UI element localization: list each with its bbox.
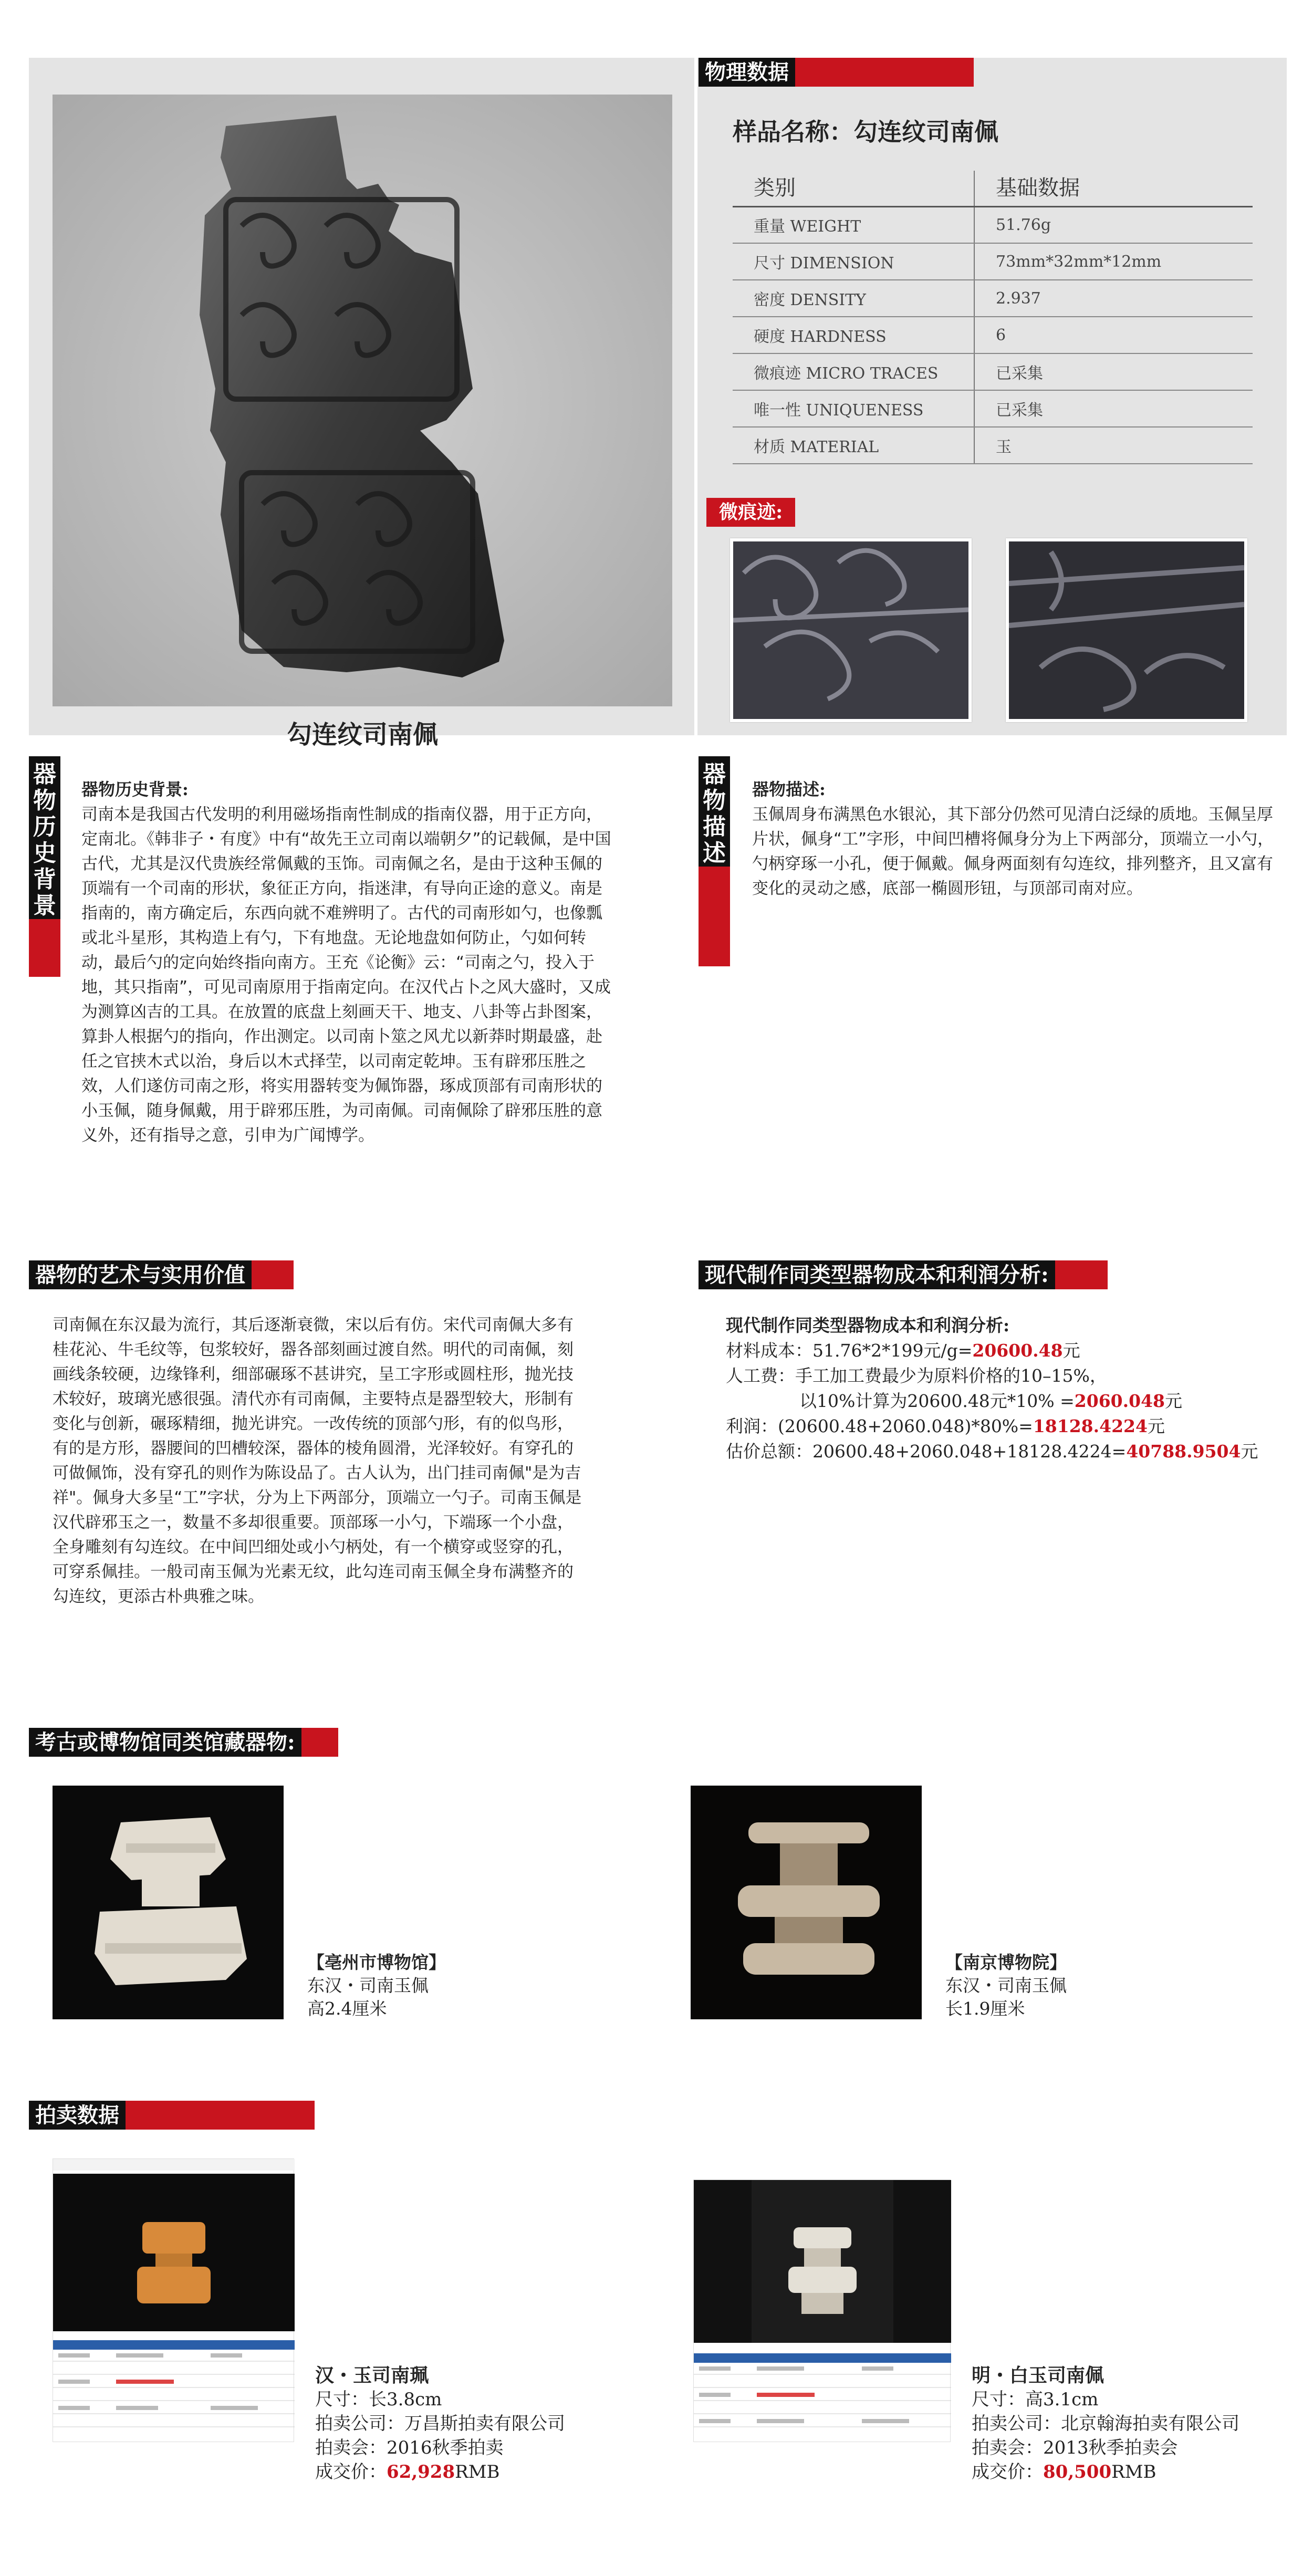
material-cost-value: 20600.48 bbox=[972, 1340, 1063, 1361]
row-label: 密度 DENSITY bbox=[733, 280, 974, 317]
cost-labor-calc-line: 以10%计算为20600.48元*10% =2060.048元 bbox=[799, 1391, 1183, 1411]
history-vertical-label: 器 物 历 史 背 景 bbox=[29, 756, 60, 919]
auction-item-title: 汉・玉司南珮 bbox=[315, 2364, 429, 2386]
table-row bbox=[733, 427, 1253, 464]
table-row bbox=[733, 243, 1253, 280]
description-subtitle: 器物描述: bbox=[752, 779, 826, 799]
micro-trace-photo-2 bbox=[1006, 538, 1247, 722]
auction-info-2 bbox=[972, 2363, 1239, 2484]
cost-profit-line: 利润：(20600.48+2060.048)*80%=18128.4224元 bbox=[726, 1416, 1165, 1436]
micro-traces-header bbox=[706, 498, 795, 527]
header-red-bar bbox=[1055, 1260, 1108, 1289]
cost-block bbox=[726, 1313, 1283, 1464]
labor-cost-value: 2060.048 bbox=[1074, 1391, 1165, 1411]
micro-traces-label: 微痕迹: bbox=[706, 498, 795, 527]
physical-data-header bbox=[699, 58, 974, 87]
cost-labor-line: 人工费：手工加工费最少为原料价格的10–15%， bbox=[726, 1365, 1107, 1386]
museum-photo-1 bbox=[53, 1786, 284, 2019]
auction-session: 拍卖会：2013秋季拍卖会 bbox=[972, 2437, 1178, 2458]
museum-caption-2 bbox=[945, 1951, 1067, 2020]
auction-item-size: 尺寸：高3.1cm bbox=[972, 2389, 1099, 2410]
table-row bbox=[733, 280, 1253, 317]
description-text: 玉佩周身布满黑色水银沁，其下部分仍然可见清白泛绿的质地。玉佩呈厚片状，佩身“工”字形，中间凹槽将佩身分为上下两部分，顶端立一小勺，勺柄穿琢一小孔，便于佩戴。佩身两面刻有勾连纹，排列整齐，且又富有变化的灵动之感，底部一椭圆形钮，与顶部司南对应。 bbox=[752, 805, 1274, 898]
art-value-text: 司南佩在东汉最为流行，其后逐渐衰微，宋以后有仿。宋代司南佩大多有桂花沁、牛毛纹等，包浆较好，器各部刻画过渡自然。明代的司南佩，刻画线条较硬，边缘锋利，细部碾琢不甚讲究，呈工字形或圆柱形，抛光技术较好，玻璃光感很强。清代亦有司南佩，主要特点是器型较大，形制有变化与创新，碾琢精细，抛光讲究。一改传统的顶部勺形，有的似鸟形，有的是方形，器腰间的凹槽较深，器体的棱角圆滑，光泽较好。有穿孔的可做佩饰，没有穿孔的则作为陈设品了。古人认为，出门挂司南佩"是为吉祥"。佩身大多呈“工”字状，分为上下两部分，顶端立一勺子。司南玉佩是汉代辟邪玉之一，数量不多却很重要。顶部琢一小勺，下端琢一个小盘，全身雕刻有勾连纹。在中间凹细处或小勺柄处，有一个横穿或竖穿的孔，可穿系佩挂。一般司南玉佩为光素无纹，此勾连司南玉佩全身布满整齐的勾连纹，更添古朴典雅之味。 bbox=[53, 1316, 582, 1606]
auction-company: 拍卖公司：北京翰海拍卖有限公司 bbox=[972, 2413, 1239, 2434]
auction-price-line: 成交价：62,928RMB bbox=[315, 2462, 500, 2483]
auction-price: 62,928 bbox=[387, 2462, 455, 2483]
column-header: 类别 bbox=[733, 171, 974, 206]
history-subtitle: 器物历史背景: bbox=[81, 779, 189, 799]
panel-divider bbox=[694, 58, 697, 735]
table-row bbox=[733, 390, 1253, 427]
header-red-bar bbox=[795, 58, 974, 87]
header-red-bar bbox=[252, 1260, 294, 1289]
history-vertical-header bbox=[29, 756, 60, 977]
cost-total-line: 估价总额：20600.48+2060.048+18128.4224=40788.9504元 bbox=[726, 1441, 1258, 1462]
auction-screenshot-1 bbox=[53, 2158, 294, 2442]
auction-screenshot-2 bbox=[693, 2179, 951, 2442]
row-value: 6 bbox=[974, 317, 1253, 353]
history-text: 司南本是我国古代发明的利用磁场指南性制成的指南仪器，用于正方向，定南北。《韩非子・有度》中有“故先王立司南以端朝夕”的记载佩，是中国古代，尤其是汉代贵族经常佩戴的玉饰。司南佩之名，是由于这种玉佩的顶端有一个司南的形状，象征正方向，指迷津，有导向正途的意义。南是指南的，南方确定后，东西向就不难辨明了。古代的司南形如勺，也像瓢或北斗星形，其构造上有勺，下有地盘。无论地盘如何防止，勺如何转动，最后勺的定向始终指向南方。王充《论衡》云：“司南之勺，投入于地，其只指南”，可见司南原用于指南定向。在汉代占卜之风大盛时，又成为测算凶吉的工具。在放置的底盘上刻画天干、地支、八卦等占卦图案，算卦人根据勺的指向，作出测定。以司南卜筮之风尤以新莽时期最盛，赴任之官挟木式以治，身后以木式择茔，以司南定乾坤。玉有辟邪压胜之效，人们遂仿司南之形，将实用器转变为佩饰器，琢成顶部有司南形状的小玉佩，随身佩戴，用于辟邪压胜，为司南佩。司南佩除了辟邪压胜的意义外，还有指导之意，引申为广闻博学。 bbox=[81, 805, 611, 1145]
table-header-row bbox=[733, 171, 1253, 206]
auction-info-1 bbox=[315, 2363, 565, 2484]
profit-value: 18128.4224 bbox=[1033, 1416, 1148, 1436]
row-value: 73mm*32mm*12mm bbox=[974, 243, 1253, 280]
table-row bbox=[733, 317, 1253, 353]
auction-company: 拍卖公司：万昌斯拍卖有限公司 bbox=[315, 2413, 565, 2434]
auction-item-title: 明・白玉司南佩 bbox=[972, 2364, 1104, 2386]
auction-price: 80,500 bbox=[1043, 2462, 1112, 2483]
row-value: 51.76g bbox=[974, 206, 1253, 243]
museum-photo-2 bbox=[691, 1786, 922, 2019]
art-value-header bbox=[29, 1260, 294, 1289]
museum-caption-1 bbox=[307, 1951, 446, 2020]
museum-name: 【亳州市博物馆】 bbox=[307, 1952, 446, 1973]
main-caption: 勾连纹司南佩 bbox=[286, 720, 438, 749]
physical-data-table bbox=[733, 171, 1253, 464]
cost-header-label: 现代制作同类型器物成本和利润分析: bbox=[699, 1260, 1055, 1289]
cost-header bbox=[699, 1260, 1108, 1289]
row-label: 唯一性 UNIQUENESS bbox=[733, 390, 974, 427]
museum-item-name: 东汉・司南玉佩 bbox=[307, 1975, 429, 1996]
museum-header-label: 考古或博物馆同类馆藏器物: bbox=[29, 1728, 301, 1757]
row-value: 玉 bbox=[974, 427, 1253, 464]
auction-item-size: 尺寸：长3.8cm bbox=[315, 2389, 442, 2410]
art-value-header-label: 器物的艺术与实用价值 bbox=[29, 1260, 252, 1289]
row-label: 重量 WEIGHT bbox=[733, 206, 974, 243]
museum-item-size: 长1.9厘米 bbox=[945, 1998, 1025, 2019]
row-label: 尺寸 DIMENSION bbox=[733, 243, 974, 280]
description-vertical-label: 器 物 描 述 bbox=[699, 756, 730, 867]
auction-price-line: 成交价：80,500RMB bbox=[972, 2462, 1156, 2483]
museum-item-size: 高2.4厘米 bbox=[307, 1998, 387, 2019]
main-artifact-photo bbox=[53, 95, 672, 706]
auction-header-label: 拍卖数据 bbox=[29, 2101, 126, 2130]
museum-item-name: 东汉・司南玉佩 bbox=[945, 1975, 1067, 1996]
cost-material-line: 材料成本：51.76*2*199元/g=20600.48元 bbox=[726, 1340, 1080, 1361]
museum-name: 【南京博物院】 bbox=[945, 1952, 1067, 1973]
table-row bbox=[733, 353, 1253, 390]
sample-title: 样品名称：勾连纹司南佩 bbox=[733, 118, 998, 146]
auction-header bbox=[29, 2101, 315, 2130]
header-red-bar bbox=[126, 2101, 315, 2130]
cost-subtitle: 现代制作同类型器物成本和利润分析: bbox=[726, 1315, 1010, 1336]
row-label: 微痕迹 MICRO TRACES bbox=[733, 353, 974, 390]
row-label: 材质 MATERIAL bbox=[733, 427, 974, 464]
auction-session: 拍卖会：2016秋季拍卖 bbox=[315, 2437, 504, 2458]
header-red-bar bbox=[301, 1728, 338, 1757]
museum-header bbox=[29, 1728, 338, 1757]
row-value: 已采集 bbox=[974, 390, 1253, 427]
table-row bbox=[733, 206, 1253, 243]
row-value: 2.937 bbox=[974, 280, 1253, 317]
micro-trace-photo-1 bbox=[730, 538, 972, 722]
description-vertical-header bbox=[699, 756, 730, 966]
column-header: 基础数据 bbox=[974, 171, 1253, 206]
row-value: 已采集 bbox=[974, 353, 1253, 390]
physical-data-header-label: 物理数据 bbox=[699, 58, 795, 87]
total-value: 40788.9504 bbox=[1126, 1441, 1241, 1462]
row-label: 硬度 HARDNESS bbox=[733, 317, 974, 353]
